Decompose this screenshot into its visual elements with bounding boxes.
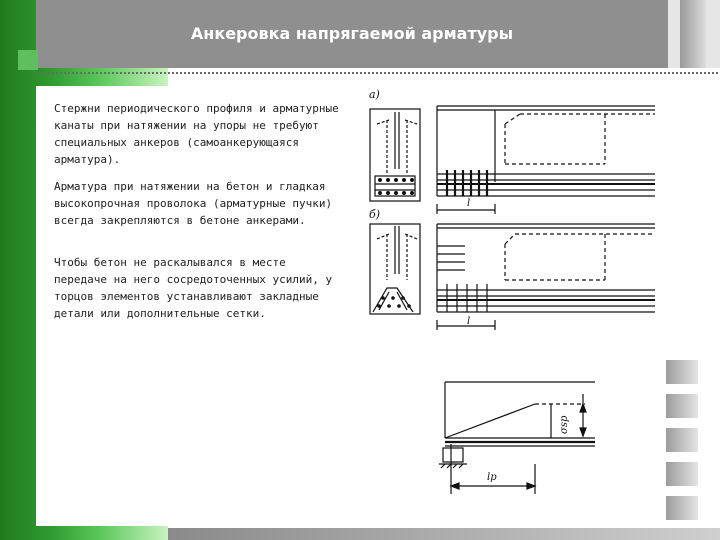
- elevation-b: [437, 224, 655, 330]
- gray-tab-3: [666, 428, 698, 452]
- anchorage-drawings: [355, 84, 665, 504]
- gray-tab-4: [666, 462, 698, 486]
- section-b: [370, 224, 420, 314]
- green-corner-square: [18, 50, 38, 70]
- gray-tab-2: [666, 394, 698, 418]
- stress-transfer-diagram: [439, 382, 595, 494]
- bottom-gray-strip: [168, 528, 720, 540]
- paragraph-3: Чтобы бетон не раскалывался в месте передаче на него сосредоточенных усилий, у торцов элементов устанавливают закладные детали или дополнительные сетки.: [54, 256, 333, 320]
- label-b: б): [369, 208, 381, 221]
- dim-l-a: l: [467, 198, 471, 209]
- slide-header: [36, 0, 668, 68]
- paragraph-1: Стержни периодического профиля и арматурные канаты при натяжении на упоры не требуют специальных анкеров (самоанкерующаяся арматура).: [54, 102, 339, 166]
- header-gray-bar: [680, 0, 706, 68]
- label-a: а): [369, 88, 380, 101]
- gray-tab-5: [666, 496, 698, 520]
- header-dotted-line: [36, 72, 720, 74]
- dim-l-b: l: [467, 316, 471, 327]
- slide-title: Анкеровка напрягаемой арматуры: [190, 24, 514, 43]
- side-gray-tabs: [666, 360, 706, 530]
- stress-label: σsp: [559, 415, 570, 434]
- paragraph-2: Арматура при натяжении на бетон и гладкая высокопрочная проволока (арматурные пучки) всегда закрепляются в бетоне анкерами.: [54, 180, 333, 227]
- gray-tab-1: [666, 360, 698, 384]
- dim-lp: lp: [487, 472, 497, 483]
- slide-content: [36, 86, 352, 526]
- header-right-decoration: [668, 0, 720, 68]
- section-a: [370, 109, 420, 201]
